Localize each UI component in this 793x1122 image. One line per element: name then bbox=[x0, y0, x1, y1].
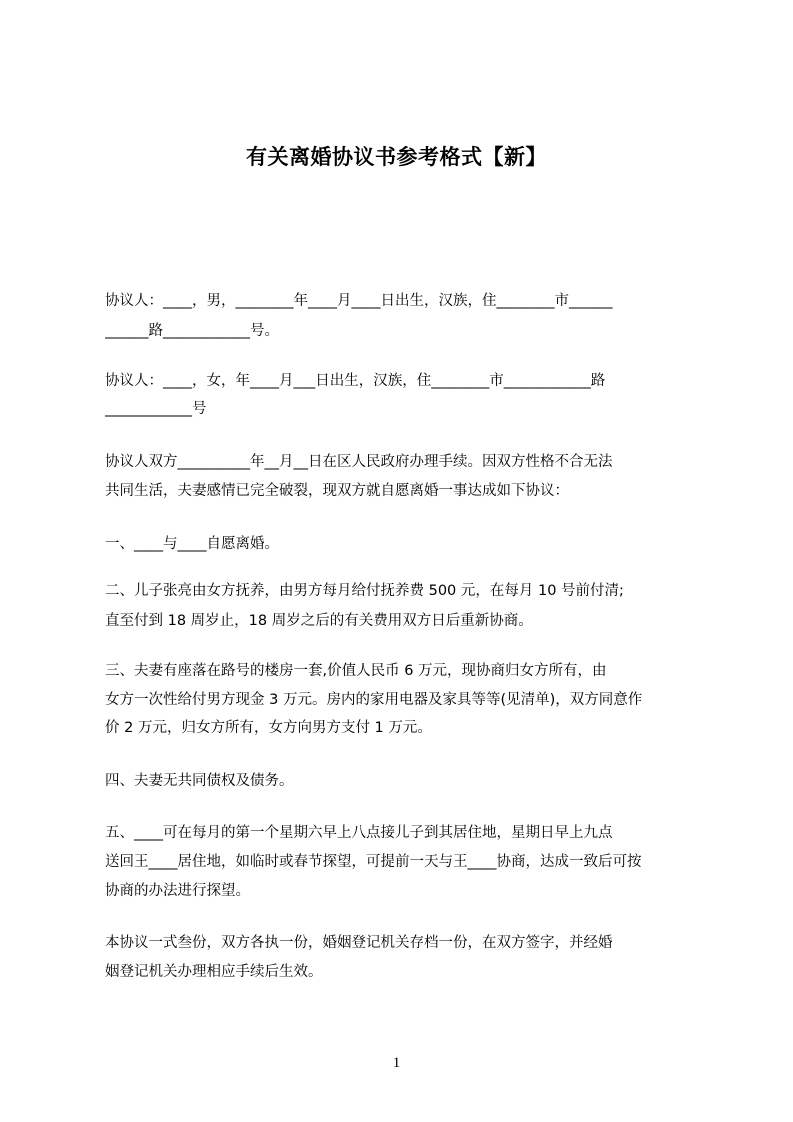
paragraph-line: 协商的办法进行探望。 bbox=[105, 883, 250, 899]
paragraph-line: 本协议一式叁份，双方各执一份，婚姻登记机关存档一份，在双方签字，并经婚 bbox=[105, 935, 613, 951]
paragraph-line: 四、夫妻无共同债权及债务。 bbox=[105, 773, 294, 789]
paragraph-line: 共同生活，夫妻感情已完全破裂，现双方就自愿离婚一事达成如下协议： bbox=[105, 483, 569, 499]
paragraph-line: 五、____可在每月的第一个星期六早上八点接儿子到其居住地，星期日早上九点 bbox=[105, 825, 613, 841]
paragraph-line: ______路____________号。 bbox=[105, 323, 279, 339]
page-number: 1 bbox=[392, 1055, 401, 1071]
paragraph-line: 女方一次性给付男方现金 3 万元。房内的家用电器及家具等等(见清单)，双方同意作 bbox=[105, 692, 643, 708]
paragraph-line: 价 2 万元，归女方所有，女方向男方支付 1 万元。 bbox=[105, 720, 432, 736]
paragraph-line: 送回王____居住地，如临时或春节探望，可提前一天与王____协商，达成一致后可按 bbox=[105, 854, 642, 870]
document-title: 有关离婚协议书参考格式【新】 bbox=[246, 145, 547, 169]
paragraph-line: 姻登记机关办理相应手续后生效。 bbox=[105, 964, 323, 980]
paragraph-line: 一、____与____自愿离婚。 bbox=[105, 536, 279, 552]
paragraph-line: 协议人：____，男，________年____月____日出生，汉族，住________市______ bbox=[105, 293, 613, 309]
paragraph-line: ____________号 bbox=[105, 401, 207, 417]
paragraph-line: 直至付到 18 周岁止，18 周岁之后的有关费用双方日后重新协商。 bbox=[105, 613, 533, 629]
paragraph-line: 协议人双方__________年__月__日在区人民政府办理手续。因双方性格不合无法 bbox=[105, 454, 613, 470]
paragraph-line: 协议人：____，女，年____月___日出生，汉族，住________市____________路 bbox=[105, 373, 606, 389]
paragraph-line: 三、夫妻有座落在路号的楼房一套,价值人民币 6 万元，现协商归女方所有，由 bbox=[105, 663, 607, 679]
paragraph-line: 二、儿子张亮由女方抚养，由男方每月给付抚养费 500 元，在每月 10 号前付清; bbox=[105, 583, 624, 599]
